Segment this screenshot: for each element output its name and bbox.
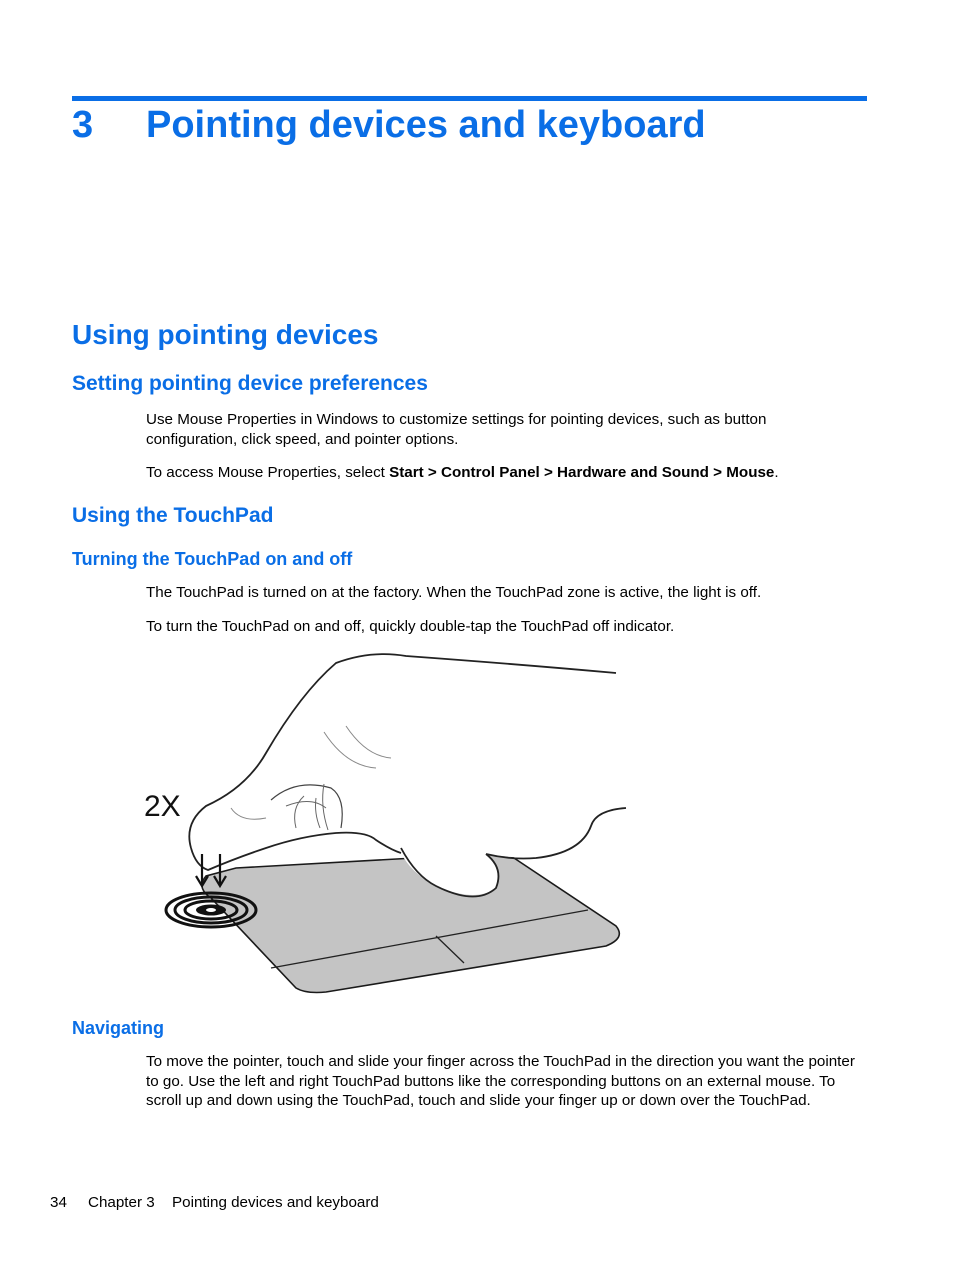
touchpad-double-tap-illustration: [136, 648, 636, 998]
heading-touchpad: Using the TouchPad: [72, 504, 274, 527]
heading-navigating: Navigating: [72, 1018, 165, 1038]
paragraph-navigating: To move the pointer, touch and slide your finger across the TouchPad in the direction you want the pointer to go. Use the left and right TouchPad buttons like the corresponding buttons on an external mouse. To scroll up and down using the TouchPad, touch and slide your finger up or down over the TouchPad.: [146, 1053, 855, 1109]
heading-preferences: Setting pointing device preferences: [72, 372, 428, 395]
paragraph-preferences-2: [146, 463, 858, 483]
menu-path: Start > Control Panel > Hardware and Sound > Mouse: [389, 464, 775, 481]
tap-label: 2X: [144, 790, 181, 823]
footer-chapter-label: Chapter 3: [88, 1194, 155, 1211]
touchpad-surface: [202, 854, 619, 993]
chapter-title: Pointing devices and keyboard: [146, 104, 706, 146]
footer-chapter-title: Pointing devices and keyboard: [172, 1194, 379, 1211]
section-title: Using pointing devices: [72, 319, 379, 350]
footer-page-number: 34: [50, 1194, 67, 1211]
paragraph-onoff-1: The TouchPad is turned on at the factory. When the TouchPad zone is active, the light is off.: [146, 584, 762, 601]
paragraph-preferences-1: Use Mouse Properties in Windows to customize settings for pointing devices, such as button configuration, click speed, and pointer options.: [146, 411, 767, 448]
chapter-rule: [72, 96, 867, 101]
chapter-number: 3: [72, 104, 94, 146]
heading-touchpad-onoff: Turning the TouchPad on and off: [72, 549, 353, 569]
paragraph-onoff-2: To turn the TouchPad on and off, quickly double-tap the TouchPad off indicator.: [146, 618, 675, 635]
tap-center-highlight: [206, 908, 216, 912]
preferences-suffix: .: [774, 464, 779, 481]
preferences-prefix: To access Mouse Properties, select: [146, 464, 390, 481]
